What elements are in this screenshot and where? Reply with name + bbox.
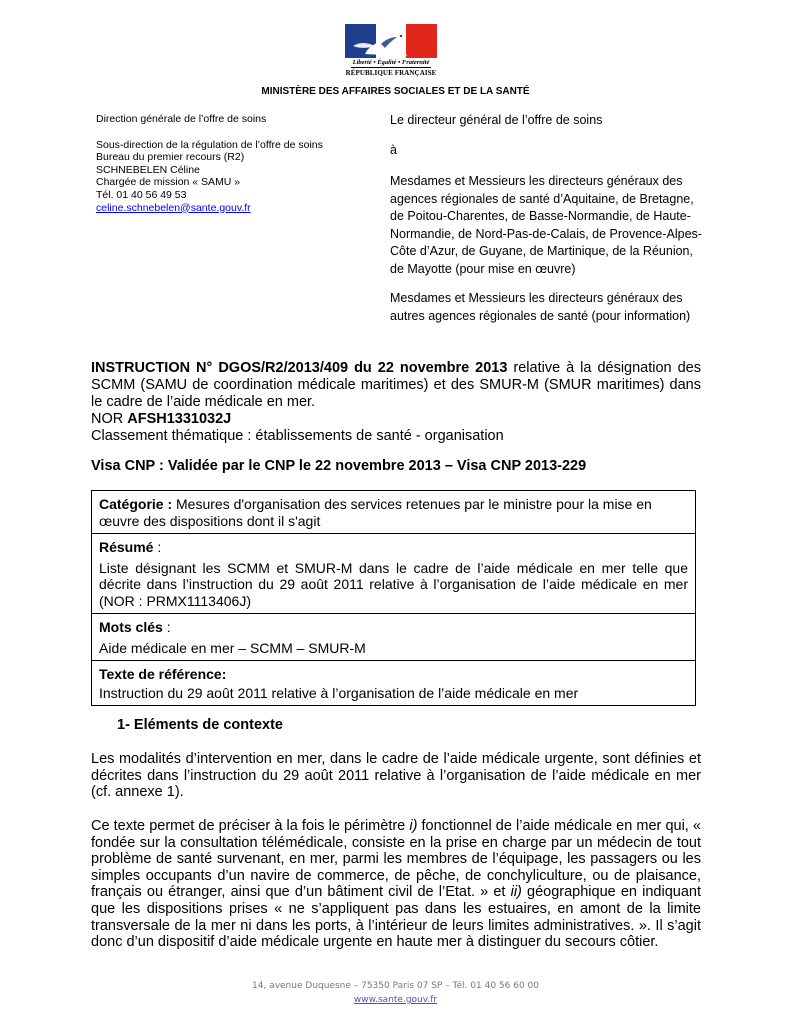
mots-cles-sep: : [162,619,171,635]
sender-line: Chargée de mission « SAMU » [96,176,241,189]
para2-text-b: fonctionnel de l’aide médicale en mer qui, « fondée sur la consultation télémédicale, consiste en la prise en charge par un médecin de tout problème de santé survenant, en mer, parmi les membres de l’équipage, les passagers ou les simples occupants d’un navire de commerce, de pêche, de conchyliculture, ou de plaisance, français ou étranger, ainsi que d’un bâtiment civil de l’Etat. » et [91,818,702,901]
republique-francaise-logo [345,24,437,80]
footer-address: 14, avenue Duquesne – 75350 Paris 07 SP – Tél. 01 40 56 60 00 [252,981,539,991]
context-paragraph-1: Les modalités d’intervention en mer, dans le cadre de l’aide médicale urgente, sont définies et décrites dans l’instruction du 29 août 2011 relative à l’organisation de l’aide médicale en mer (cf. annexe 1). [91,751,701,801]
logo-divider [351,67,431,68]
table-row [92,534,696,614]
sender-block [96,113,376,214]
section-title: 1- Eléments de contexte [117,717,283,733]
resume-sep: : [153,539,162,555]
categorie-cell [92,491,696,534]
table-row [92,614,696,661]
sender-email-link[interactable]: celine.schnebelen@sante.gouv.fr [96,201,251,214]
para2-italic-i: i) [409,818,418,834]
sender-line: Sous-direction de la régulation de l’offre de soins [96,138,323,151]
classement: Classement thématique : établissements de santé - organisation [91,428,504,444]
sender-direction: Direction générale de l’offre de soins [96,113,267,125]
secondary-recipients: Mesdames et Messieurs les directeurs généraux des autres agences régionales de santé (pour information) [390,291,691,323]
texte-reference-cell [92,661,696,706]
sender-line: Bureau du premier recours (R2) [96,151,245,164]
para2-text-c: géographique en indiquant que les dispositions prises « ne s’appliquent pas dans les estuaires, en amont de la limite transversale de la mer ni dans les ports, à l’intérieur de leurs limites administratives. ». Il s’agit donc d’un dispositif d’aide médicale urgente en haute mer à distinguer du secours côtier. [91,884,701,951]
metadata-table [91,490,696,706]
recipients-block [390,112,710,325]
table-row [92,661,696,706]
mots-cles-cell [92,614,696,661]
categorie-label: Catégorie : [99,496,173,512]
mots-cles-text: Aide médicale en mer – SCMM – SMUR-M [99,639,366,656]
context-paragraph-2 [91,818,701,951]
ministry-title: MINISTÈRE DES AFFAIRES SOCIALES ET DE LA SANTÉ [261,86,530,97]
resume-label: Résumé [99,539,154,555]
texte-reference-text: Instruction du 29 août 2011 relative à l’organisation de l’aide médicale en mer [99,684,579,701]
para2-text-a: Ce texte permet de préciser à la fois le périmètre [91,818,410,834]
instruction-ref: INSTRUCTION N° DGOS/R2/2013/409 du 22 novembre 2013 [91,360,508,376]
from-line: Le directeur général de l’offre de soins [390,113,603,127]
texte-reference-label: Texte de référence: [99,666,227,682]
sender-line: Tél. 01 40 56 49 53 [96,188,187,201]
para2-italic-ii: ii) [510,884,522,901]
nor-label: NOR [91,411,128,427]
sender-line: SCHNEBELEN Céline [96,163,200,176]
resume-text: Liste désignant les SCMM et SMUR-M dans le cadre de l’aide médicale en mer telle que décrite dans l’instruction du 29 août 2011 relative à l’organisation de l’aide médicale en mer (NOR : PRMX1113406J) [99,559,688,609]
mots-cles-label: Mots clés [99,619,163,635]
visa-cnp: Visa CNP : Validée par le CNP le 22 novembre 2013 – Visa CNP 2013-229 [91,458,587,474]
table-row [92,491,696,534]
nor-value: AFSH1331032J [127,411,232,427]
motto: Liberté • Égalité • Fraternité [352,59,430,66]
marianne-flag-icon [345,24,437,58]
footer-website-link[interactable]: www.sante.gouv.fr [353,995,438,1005]
to-line: à [390,142,397,157]
republic-name: RÉPUBLIQUE FRANÇAISE [345,69,437,77]
instruction-heading [91,360,701,445]
instruction-subject: relative à la désignation des SCMM (SAMU de coordination médicale maritimes) et des SMUR-M (SMUR maritimes) dans le cadre de l’aide médicale en mer. [91,360,701,410]
categorie-text: Mesures d'organisation des services retenues par le ministre pour la mise en œuvre des dispositions dont il s'agit [99,496,652,529]
resume-cell [92,534,696,614]
primary-recipients: Mesdames et Messieurs les directeurs généraux des agences régionales de santé d’Aquitaine, de Bretagne, de Poitou-Charentes, de Basse-Normandie, de Haute-Normandie, de Nord-Pas-de-Calais, de Provence-Alpes-Côte d’Azur, de Guyane, de Martinique, de la Réunion, de Mayotte (pour mise en œuvre) [390,174,702,276]
